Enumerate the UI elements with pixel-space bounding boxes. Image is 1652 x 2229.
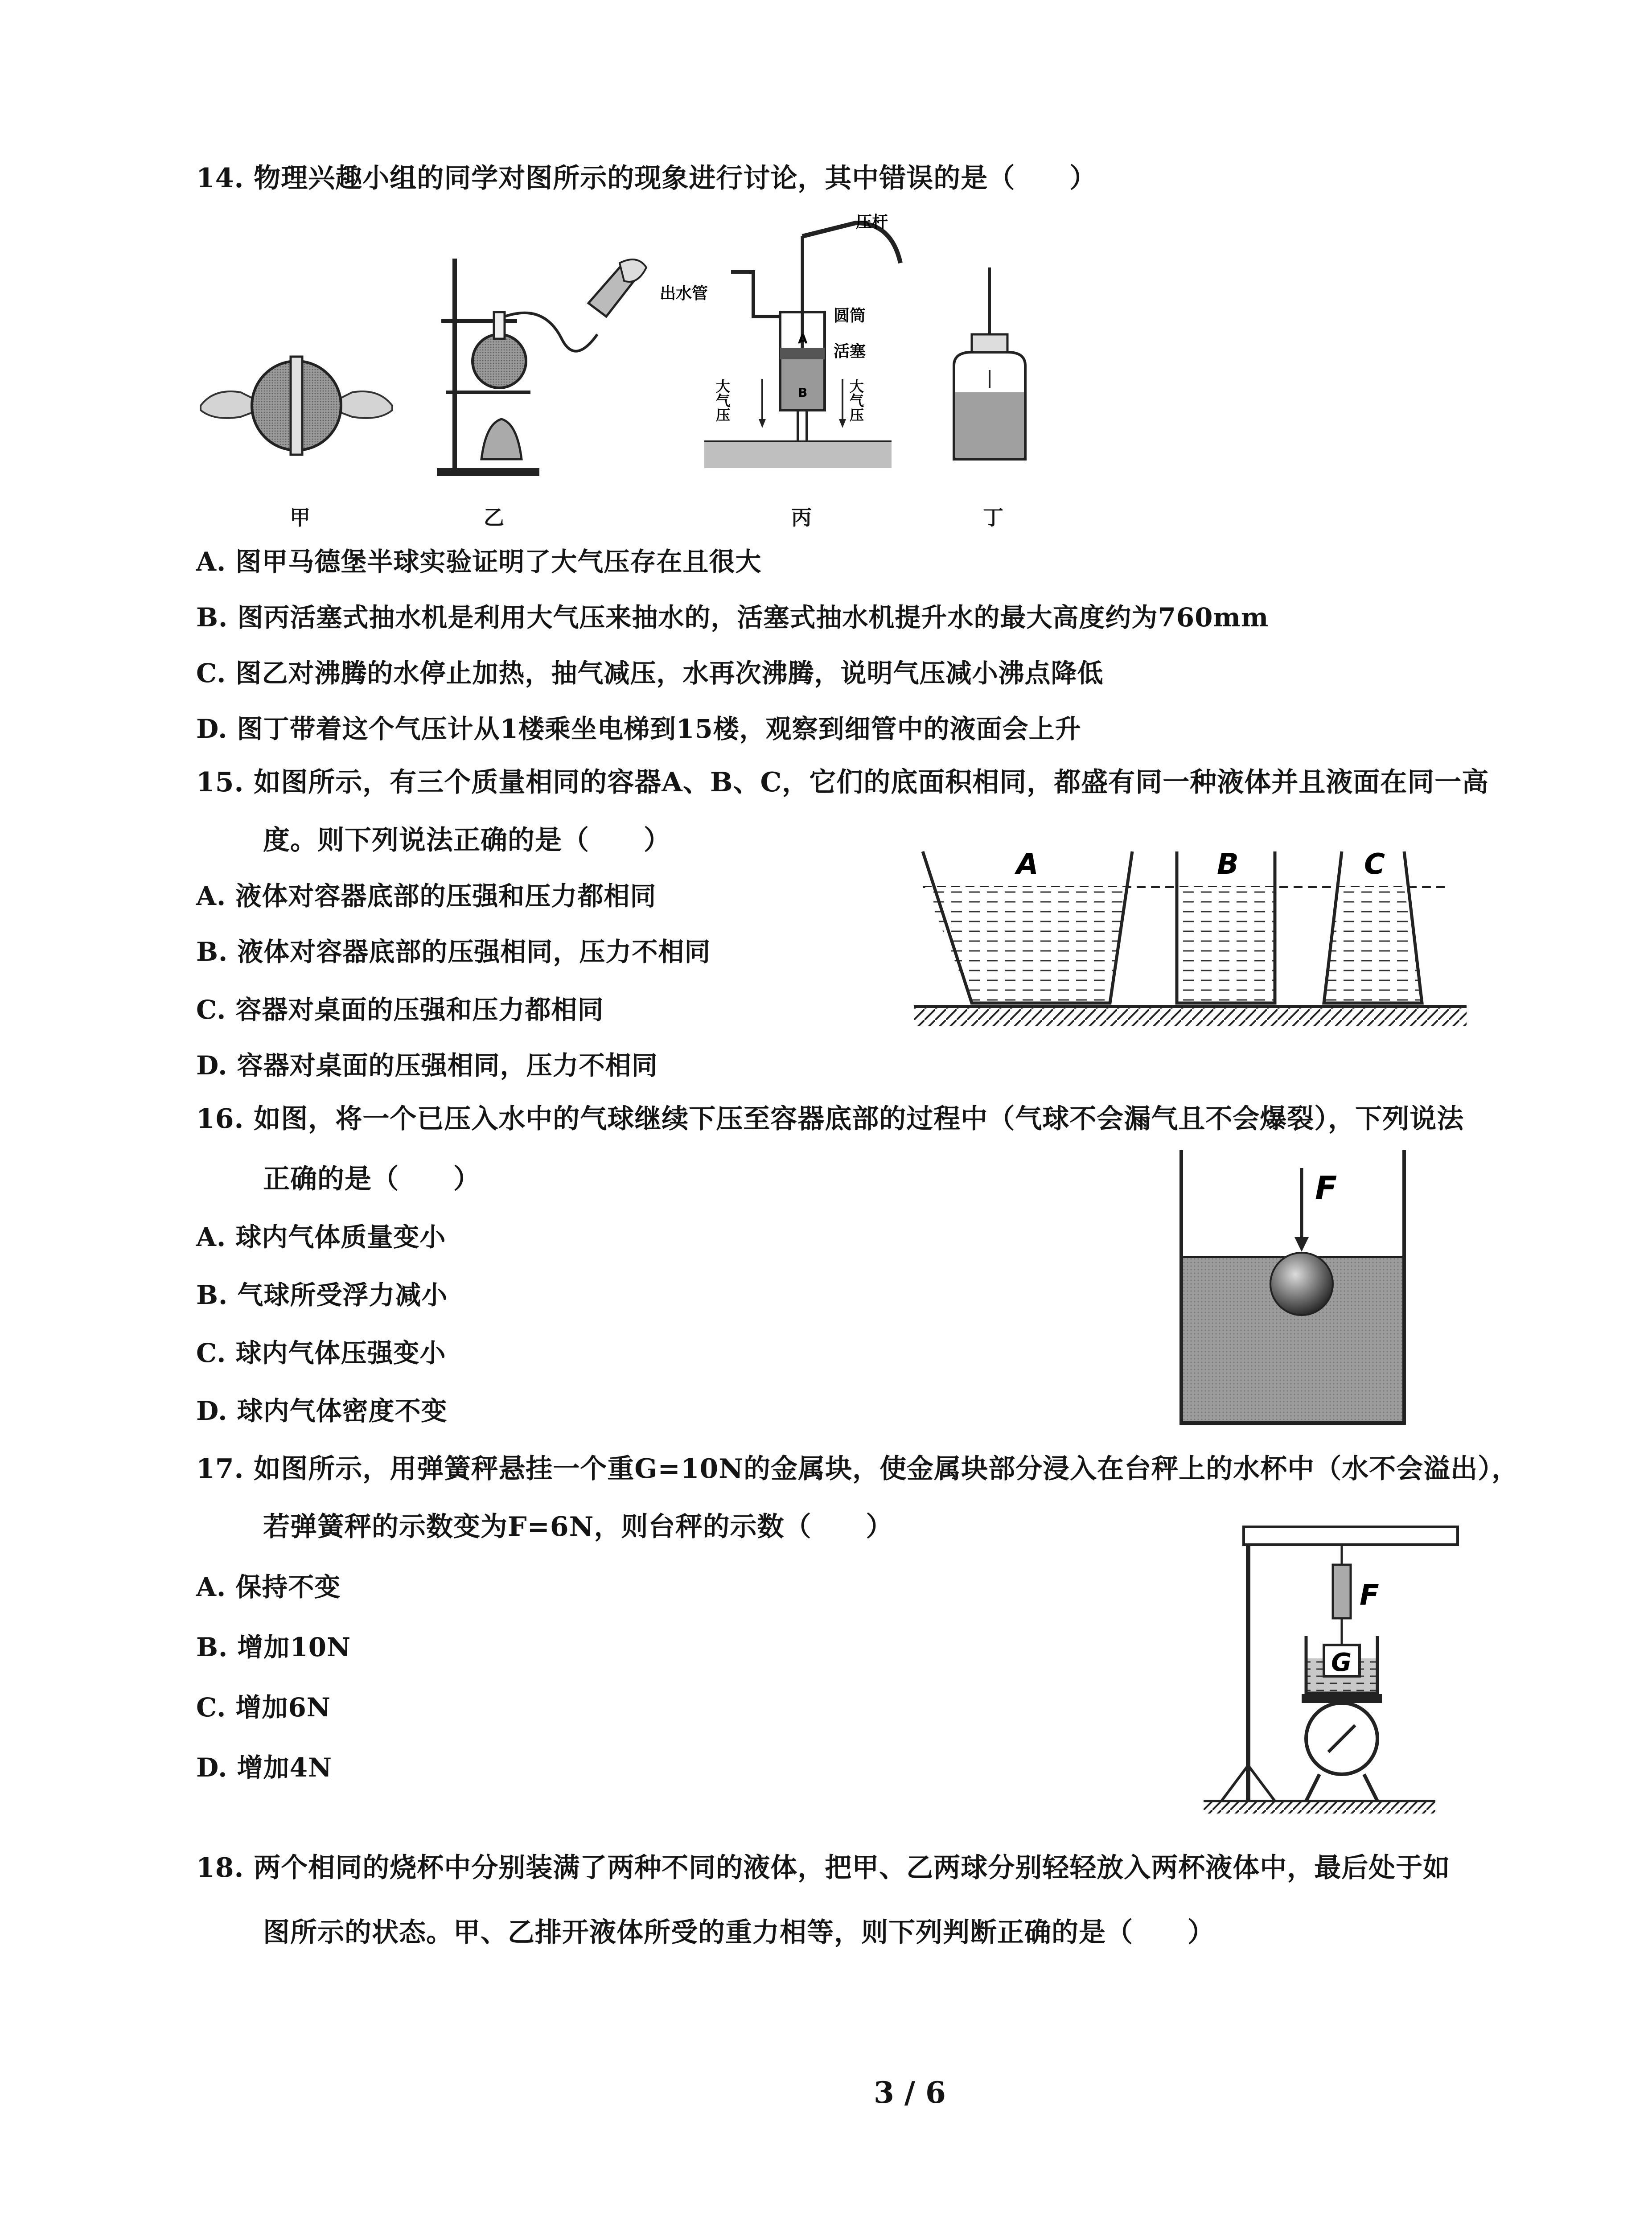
container-label-a: A <box>1016 848 1039 881</box>
q16-option-a[interactable]: A. 球内气体质量变小 <box>196 1222 446 1252</box>
q14-option-a[interactable]: A. 图甲马德堡半球实验证明了大气压存在且很大 <box>196 547 762 577</box>
q17-option-b[interactable]: B. 增加10N <box>196 1632 351 1662</box>
figure-spring-scale-setup <box>1195 1516 1471 1837</box>
label-barrel: 圆筒 <box>834 307 866 325</box>
caption-bing: 丙 <box>791 506 812 530</box>
q16-stem-line2: 正确的是（ ） <box>263 1164 481 1195</box>
label-piston: 活塞 <box>834 342 866 361</box>
label-valve-a: A <box>798 332 808 346</box>
q15-option-c[interactable]: C. 容器对桌面的压强和压力都相同 <box>196 995 604 1025</box>
q15-stem-line2: 度。则下列说法正确的是（ ） <box>263 825 671 856</box>
q15-option-b[interactable]: B. 液体对容器底部的压强相同，压力不相同 <box>196 937 711 967</box>
q17-stem-line2: 若弹簧秤的示数变为F=6N，则台秤的示数（ ） <box>263 1511 893 1542</box>
figure-three-containers <box>914 838 1484 1043</box>
figure-magdeburg <box>196 339 397 473</box>
figure-piston-pump <box>651 210 909 486</box>
q16-stem-line1: 16. 如图，将一个已压入水中的气球继续下压至容器底部的过程中（气球不会漏气且不会爆裂），下列说法 <box>196 1103 1464 1135</box>
label-handle: 压杆 <box>856 213 888 231</box>
label-outlet: 出水管 <box>660 284 708 303</box>
label-valve-b: B <box>798 385 808 400</box>
container-label-b: B <box>1217 848 1239 881</box>
container-label-c: C <box>1364 848 1385 881</box>
q14-option-c[interactable]: C. 图乙对沸腾的水停止加热，抽气减压，水再次沸腾，说明气压减小沸点降低 <box>196 658 1104 688</box>
force-label-f: F <box>1315 1169 1337 1207</box>
q16-option-d[interactable]: D. 球内气体密度不变 <box>196 1396 448 1426</box>
figure-boiling-flask <box>428 250 660 481</box>
q18-stem-line1: 18. 两个相同的烧杯中分别装满了两种不同的液体，把甲、乙两球分别轻轻放入两杯液体中，最后处于如 <box>196 1852 1451 1884</box>
q18-stem-line2: 图所示的状态。甲、乙排开液体所受的重力相等，则下列判断正确的是（ ） <box>263 1917 1215 1948</box>
figure-balloon-in-water <box>1168 1150 1418 1435</box>
q17-option-a[interactable]: A. 保持不变 <box>196 1572 341 1602</box>
figure-barometer-bottle <box>945 263 1034 468</box>
q16-option-b[interactable]: B. 气球所受浮力减小 <box>196 1280 448 1310</box>
label-atm-left: 大气压 <box>714 379 731 422</box>
q15-option-a[interactable]: A. 液体对容器底部的压强和压力都相同 <box>196 881 657 911</box>
label-atm-right: 大气压 <box>847 379 864 422</box>
q17-option-c[interactable]: C. 增加6N <box>196 1692 331 1723</box>
caption-jia: 甲 <box>290 506 310 530</box>
q16-option-c[interactable]: C. 球内气体压强变小 <box>196 1338 446 1368</box>
page-number: 3 / 6 <box>874 2075 946 2110</box>
q14-option-b[interactable]: B. 图丙活塞式抽水机是利用大气压来抽水的，活塞式抽水机提升水的最大高度约为760mm <box>196 602 1269 633</box>
spring-force-label: F <box>1360 1579 1379 1612</box>
q15-stem-line1: 15. 如图所示，有三个质量相同的容器A、B、C，它们的底面积相同，都盛有同一种液体并且液面在同一高 <box>196 767 1489 798</box>
block-label-g: G <box>1331 1648 1352 1677</box>
q15-option-d[interactable]: D. 容器对桌面的压强相同，压力不相同 <box>196 1050 658 1081</box>
q14-stem: 14. 物理兴趣小组的同学对图所示的现象进行讨论，其中错误的是（ ） <box>196 163 1097 194</box>
caption-yi: 乙 <box>484 506 504 530</box>
q17-stem-line1: 17. 如图所示，用弹簧秤悬挂一个重G=10N的金属块，使金属块部分浸入在台秤上的水杯中（水不会溢出）， <box>196 1453 1519 1485</box>
q17-option-d[interactable]: D. 增加4N <box>196 1752 332 1783</box>
caption-ding: 丁 <box>983 506 1003 530</box>
q14-option-d[interactable]: D. 图丁带着这个气压计从1楼乘坐电梯到15楼，观察到细管中的液面会上升 <box>196 714 1081 744</box>
